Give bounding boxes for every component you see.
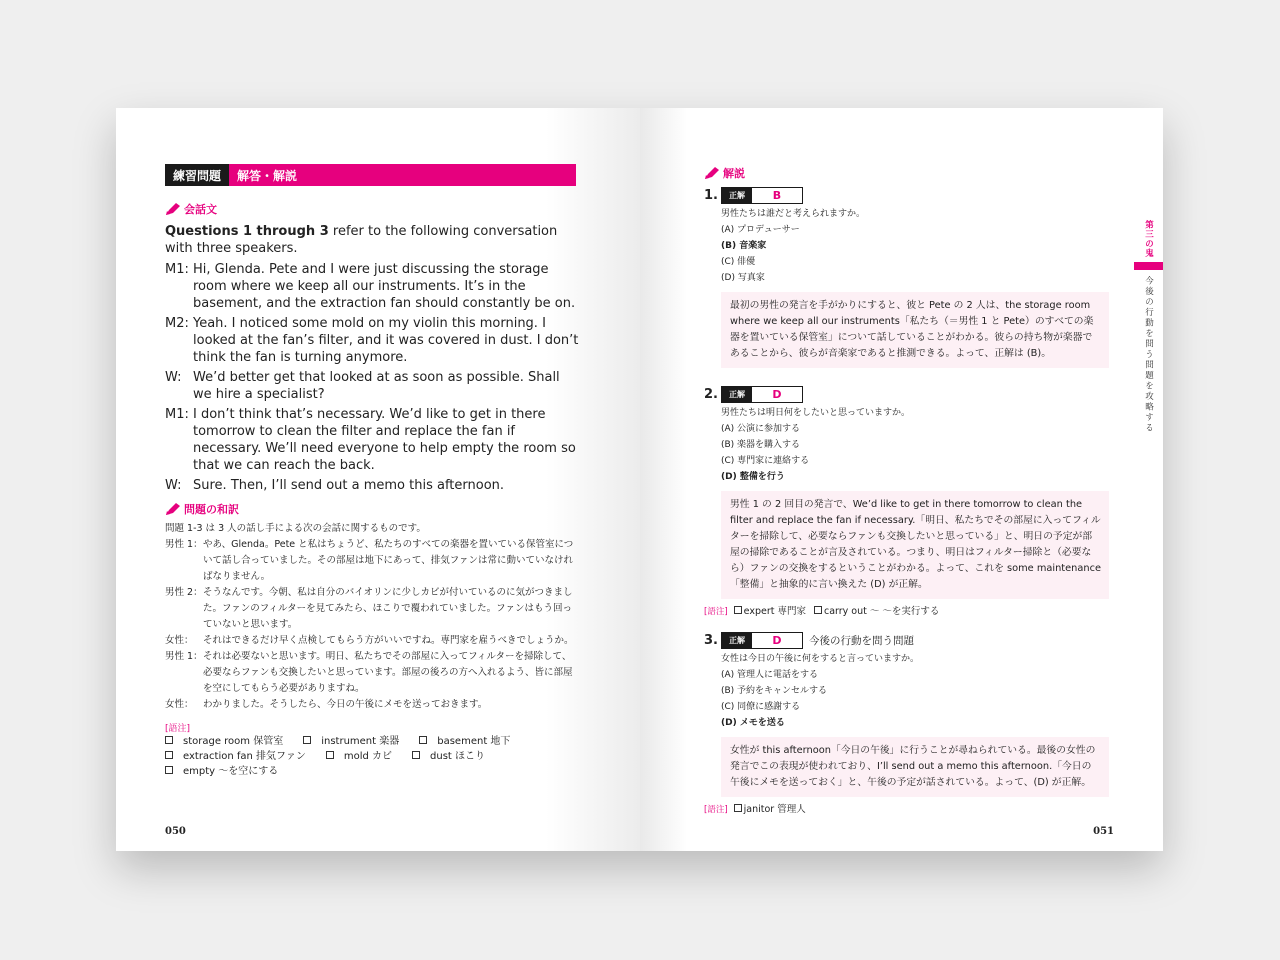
translation-line [165,697,579,713]
pen-icon [165,502,181,516]
conversation-intro [165,223,579,257]
answer-badge [721,632,803,649]
answer-badge [721,386,803,403]
speaker-label: M1: [165,262,189,277]
question-vocab [704,603,1099,617]
option: (A) プロデューサー [721,225,800,235]
speaker-text: それはできるだけ早く点検してもらう方がいいですね。専門家を雇うべきでしょうか。 [203,635,574,646]
left-page [116,108,640,851]
chapter-side-tab [1134,220,1163,434]
question-number: 2. [704,386,718,402]
chapter-tab-subtitle: 今後の行動を問う問題を攻略する [1143,276,1154,434]
intro-bold: Questions 1 through 3 [165,224,329,239]
vocab-text: mold カビ [343,751,393,762]
checkbox-icon [165,766,173,774]
question-block [704,186,1099,368]
answer-letter: D [772,633,782,647]
option-correct: (B) 音楽家 [721,241,767,251]
conversation-line [165,406,579,474]
translation-heading [165,501,579,517]
vocab-item [419,736,520,747]
conversation-section [165,201,579,497]
option-correct: (D) 整備を行う [721,472,785,482]
speaker-text: I don’t think that’s necessary. We’d like to get in there tomorrow to clean the filter and replace the fan if necessary. We’ll need everyone to help empty the room so that we can reach the back. [193,407,576,473]
pen-icon [165,202,181,216]
explanation-box: 最初の男性の発言を手がかりにすると、彼と Pete の 2 人は、the storage room where we keep all our instruments「私たち（＝男性 1 と Pete）のすべての楽器を置いている保管室」について話していることがわかる。彼らの持ち物が楽器であることから、彼らが音楽家であると推測できる。よって、正解は (B)。 [721,292,1109,368]
speaker-label: 男性 1： [165,651,203,662]
answer-badge-label: 正解 [722,188,752,203]
conversation-line [165,477,579,494]
section-header-bar [165,164,576,186]
conversation-lines [165,261,579,494]
question-header [704,385,1099,403]
question-block [704,385,1099,617]
vocab-item [814,606,939,617]
vocab-text: janitor 管理人 [743,804,806,815]
question-text: 男性たちは明日何をしたいと思っていますか。 [721,408,911,418]
question-text: 男性たちは誰だと考えられますか。 [721,209,866,219]
speaker-label: W: [165,478,182,493]
vocab-label: [語注] [165,724,191,734]
option: (C) 俳優 [721,257,756,267]
checkbox-icon [165,751,173,759]
checkbox-icon [734,804,742,812]
vocab-text: storage room 保管室 [183,736,284,747]
vocab-item [734,606,806,617]
conversation-heading [165,201,579,217]
vocab-item [303,736,409,747]
chapter-tab-rule [1134,262,1163,270]
speaker-label: W: [165,370,182,385]
option: (A) 公演に参加する [721,424,801,434]
page-number-right: 051 [1093,826,1114,837]
option: (A) 管理人に電話をする [721,670,819,680]
book-spread [116,108,1163,851]
vocab-text: extraction fan 排気ファン [183,751,306,762]
vocab-row [165,734,579,749]
vocab-text: instrument 楽器 [321,736,400,747]
pen-icon [704,166,720,180]
intro-rest: refer to the following conversation with three speakers. [165,224,558,256]
answer-badge-label: 正解 [722,387,752,402]
vocab-label: [語注] [704,607,728,617]
explanation-heading [704,165,745,181]
speaker-label: M2: [165,316,189,331]
right-page [640,108,1163,851]
vocab-item [165,736,293,747]
vocab-item [165,751,316,762]
vocab-row [165,749,579,779]
chapter-tab-title: 第三の鬼 [1143,220,1154,258]
answer-letter: D [772,387,782,401]
speaker-label: 女性： [165,699,194,710]
translation-line [165,585,579,633]
vocab-item [734,804,806,815]
translation-intro: 問題 1-3 は 3 人の話し手による次の会話に関するものです。 [165,523,426,534]
vocab-text: empty ～を空にする [183,766,279,777]
checkbox-icon [419,736,427,744]
vocab-text: expert 専門家 [743,606,806,617]
question-number: 3. [704,632,718,648]
checkbox-icon [165,736,173,744]
question-header [704,186,1099,204]
vocab-item [165,766,288,777]
vocab-item [412,751,495,762]
checkbox-icon [303,736,311,744]
explanation-heading-text: 解説 [723,167,745,180]
translation-section [165,501,579,779]
page-number-left: 050 [165,826,186,837]
vocab-item [326,751,402,762]
conversation-line [165,315,579,366]
speaker-label: 男性 2： [165,587,203,598]
vocab-text: carry out ～ ～を実行する [823,606,940,617]
option: (C) 専門家に連絡する [721,456,810,466]
conversation-line [165,261,579,312]
question-number: 1. [704,187,718,203]
speaker-label: 男性 1： [165,539,203,550]
option: (B) 予約をキャンセルする [721,686,828,696]
vocab-text: dust ほこり [430,751,486,762]
speaker-text: We’d better get that looked at as soon as possible. Shall we hire a specialist? [193,370,560,402]
conversation-heading-text: 会話文 [184,203,217,216]
speaker-text: それは必要ないと思います。明日、私たちでその部屋に入ってフィルターを掃除して、必要ならファンも交換したいと思っています。部屋の後ろの方へ入れるよう、皆に部屋を空にしてもらう必要がありますね。 [203,651,573,694]
conversation-line [165,369,579,403]
speaker-text: Yeah. I noticed some mold on my violin this morning. I looked at the fan’s filter, and it was covered in dust. I don’t think the fan is turning anymore. [193,316,579,365]
question-header [704,631,1099,649]
translation-line [165,649,579,697]
vocab-text: basement 地下 [437,736,511,747]
speaker-text: Hi, Glenda. Pete and I were just discussing the storage room where we keep all our instruments. It’s in the basement, and the extraction fan should constantly be on. [193,262,576,311]
option: (C) 同僚に感謝する [721,702,801,712]
header-label-practice: 練習問題 [165,164,229,186]
explanation-box: 女性が this afternoon「今日の午後」に行うことが尋ねられている。最後の女性の発言でこの表現が使われており、I’ll send out a memo this afternoon.「今日の午後にメモを送っておく」と、午後の予定が話されている。よって、(D) が正解。 [721,737,1109,797]
checkbox-icon [412,751,420,759]
question-title: 今後の行動を問う問題 [809,634,914,647]
question-vocab [704,801,1099,815]
option: (D) 写真家 [721,273,765,283]
explanation-box: 男性 1 の 2 回目の発言で、We’d like to get in there tomorrow to clean the filter and replace the fan if necessary.「明日、私たちでその部屋に入ってフィルターを掃除して、必要ならファンも交換したいと思っている」と、明日の予定が部屋の掃除であることが言及されている。つまり、明日はフィルター掃除と（必要なら）ファンの交換をするということがわかる。よって、これを some maintenance「整備」と抽象的に言い換えた (D) が正解。 [721,491,1109,599]
option: (B) 楽器を購入する [721,440,801,450]
speaker-label: 女性： [165,635,194,646]
translation-heading-text: 問題の和訳 [184,503,239,516]
checkbox-icon [326,751,334,759]
speaker-text: そうなんです。今朝、私は自分のバイオリンに少しカビが付いているのに気がつきました。ファンのフィルターを見てみたら、ほこりで覆われていました。ファンはもう回っていないと思います。 [203,587,573,630]
speaker-text: やあ、Glenda。Pete と私はちょうど、私たちのすべての楽器を置いている保管室について話し合っていました。その部屋は地下にあって、排気ファンは常に動いていなければなりません。 [203,539,574,582]
speaker-text: Sure. Then, I’ll send out a memo this afternoon. [193,478,505,493]
answer-letter: B [772,188,782,202]
translation-lines [165,537,579,713]
answer-badge-label: 正解 [722,633,752,648]
translation-line [165,537,579,585]
header-label-answers: 解答・解説 [237,168,298,183]
translation-line [165,633,579,649]
answer-badge [721,187,803,204]
vocab-label: [語注] [704,805,728,815]
checkbox-icon [734,606,742,614]
speaker-text: わかりました。そうしたら、今日の午後にメモを送っておきます。 [203,699,488,710]
option-correct: (D) メモを送る [721,718,785,728]
question-block [704,631,1099,815]
question-text: 女性は今日の午後に何をすると言っていますか。 [721,654,920,664]
checkbox-icon [814,606,822,614]
speaker-label: M1: [165,407,189,422]
